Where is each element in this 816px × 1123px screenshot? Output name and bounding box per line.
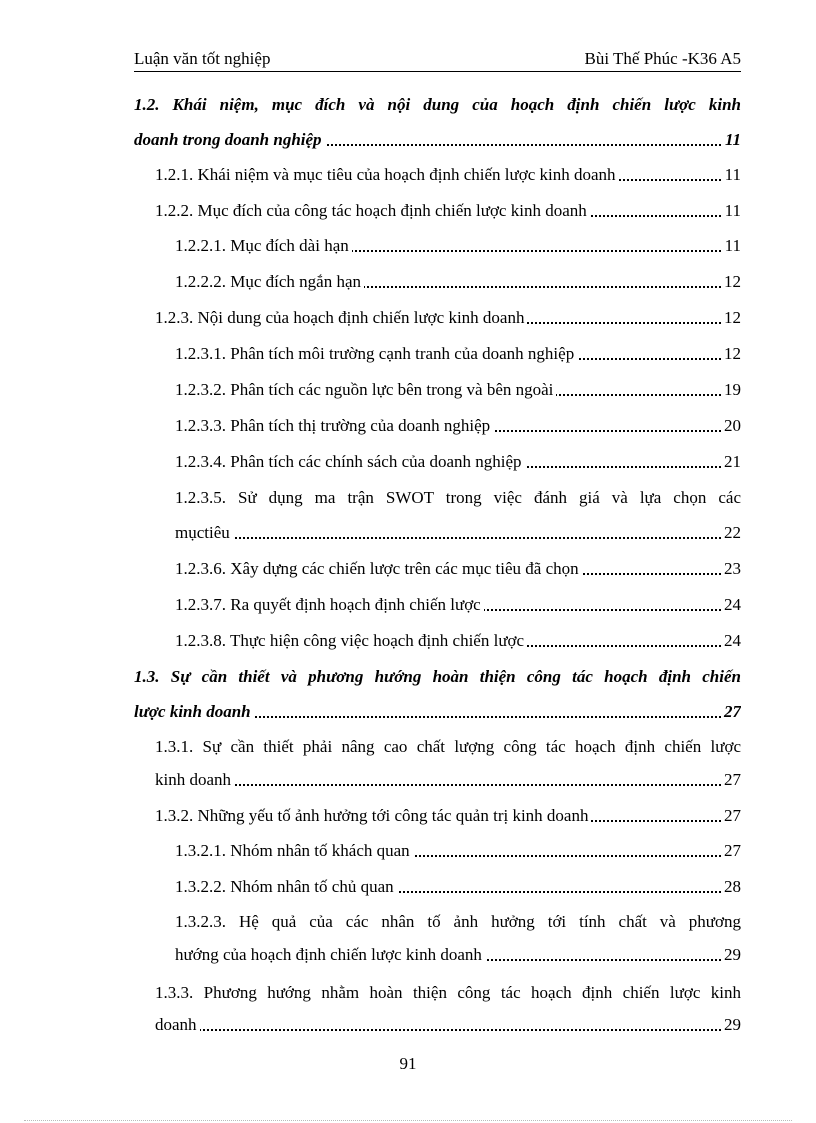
toc-entry-title: 1.2.3.2. Phân tích các nguồn lực bên trong và bên ngoài [175,380,556,399]
toc-entry-title: doanh trong doanh nghiệp [134,130,325,149]
toc-entry-title: 1.2.3. Nội dung của hoạch định chiến lược kinh doanh [155,308,527,327]
toc-entry [175,628,741,654]
toc-entry [175,942,741,968]
toc-entry-page: 12 [722,269,741,295]
toc-entry-title: 1.2.2.2. Mục đích ngắn hạn [175,272,364,291]
toc-entry-title: 1.3.2. Những yếu tố ảnh hưởng tới công tác quản trị kinh doanh [155,806,591,825]
toc-entry [155,980,741,1006]
dot-leader [155,784,741,786]
toc-entry-title: 1.2.3.1. Phân tích môi trường cạnh tranh của doanh nghiệp [175,344,577,363]
toc-entry-page: 24 [722,628,741,654]
toc-entry [155,162,741,188]
toc-entry [175,341,741,367]
toc-entry [134,92,741,118]
page-number: 91 [399,1054,417,1073]
toc-entry-page: 27 [722,767,741,793]
toc-entry-page: 29 [722,1012,741,1038]
toc-entry-title: hướng của hoạch định chiến lược kinh doanh [175,945,485,964]
toc-entry-page: 23 [722,556,741,582]
toc-entry-title: lược kinh doanh [134,702,254,721]
toc-entry-title: 1.2. Khái niệm, mục đích và nội dung của hoạch định chiến lược kinh [134,92,741,118]
toc-entry [175,838,741,864]
toc-entry-title: 1.2.3.3. Phân tích thị trường của doanh nghiệp [175,416,493,435]
toc-entry [175,520,741,546]
toc-entry [175,413,741,439]
toc-entry-title: 1.2.2.1. Mục đích dài hạn [175,236,352,255]
toc-entry-title: mụctiêu [175,523,233,542]
toc-entry-title: 1.2.3.4. Phân tích các chính sách của doanh nghiệp [175,452,525,471]
toc-entry-page: 29 [722,942,741,968]
toc-entry-title: 1.3. Sự cần thiết và phương hướng hoàn thiện công tác hoạch định chiến [134,664,741,690]
dot-leader [175,537,741,539]
toc-entry [134,127,741,153]
toc-entry [175,485,741,511]
toc-entry-title: 1.2.3.8. Thực hiện công việc hoạch định chiến lược [175,631,527,650]
toc-entry-page: 11 [723,233,741,259]
toc-entry [175,377,741,403]
toc-entry [175,592,741,618]
toc-entry [175,909,741,935]
toc-entry [155,803,741,829]
toc-entry-title: 1.2.2. Mục đích của công tác hoạch định chiến lược kinh doanh [155,201,590,220]
toc-entry [134,664,741,690]
toc-entry-page: 27 [722,699,741,725]
toc-entry [155,734,741,760]
toc-entry [175,556,741,582]
toc-entry [175,233,741,259]
header-title: Luận văn tốt nghiệp [134,49,271,68]
toc-entry-page: 19 [722,377,741,403]
page-bottom-edge [24,1120,792,1121]
toc-entry-page: 22 [722,520,741,546]
header-author: Bùi Thế Phúc -K36 A5 [584,49,741,68]
toc-entry-page: 27 [722,838,741,864]
toc-entry-title: 1.3.2.2. Nhóm nhân tố chủ quan [175,877,397,896]
toc-entry [134,699,741,725]
toc-entry-page: 11 [723,127,741,153]
toc-entry-page: 11 [723,162,741,188]
toc-entry [155,305,741,331]
toc-entry [175,449,741,475]
toc-entry-page: 12 [722,341,741,367]
toc-entry [175,269,741,295]
toc-entry-title: kinh doanh [155,770,234,789]
toc-entry-title: 1.3.1. Sự cần thiết phải nâng cao chất lượng công tác hoạch định chiến lược [155,734,741,760]
dot-leader [155,1029,741,1031]
toc-entry-title: 1.2.3.6. Xây dựng các chiến lược trên các mục tiêu đã chọn [175,559,582,578]
toc-entry-page: 28 [722,874,741,900]
toc-entry-title: 1.2.1. Khái niệm và mục tiêu của hoạch định chiến lược kinh doanh [155,165,619,184]
toc-entry-title: 1.2.3.7. Ra quyết định hoạch định chiến lược [175,595,484,614]
toc-entry [155,198,741,224]
toc-entry-page: 12 [722,305,741,331]
toc-entry-title: 1.2.3.5. Sử dụng ma trận SWOT trong việc đánh giá và lựa chọn các [175,485,741,511]
toc-entry [155,767,741,793]
toc-entry-page: 20 [722,413,741,439]
toc-entry-title: 1.3.2.3. Hệ quả của các nhân tố ảnh hưởng tới tính chất và phương [175,909,741,935]
toc-entry-page: 24 [722,592,741,618]
toc-entry-page: 21 [722,449,741,475]
toc-entry-page: 27 [722,803,741,829]
toc-entry [175,874,741,900]
toc-entry [155,1012,741,1038]
toc-entry-page: 11 [723,198,741,224]
toc-entry-title: doanh [155,1015,200,1034]
toc-entry-title: 1.3.2.1. Nhóm nhân tố khách quan [175,841,413,860]
toc-entry-title: 1.3.3. Phương hướng nhằm hoàn thiện công tác hoạch định chiến lược kinh [155,980,741,1006]
